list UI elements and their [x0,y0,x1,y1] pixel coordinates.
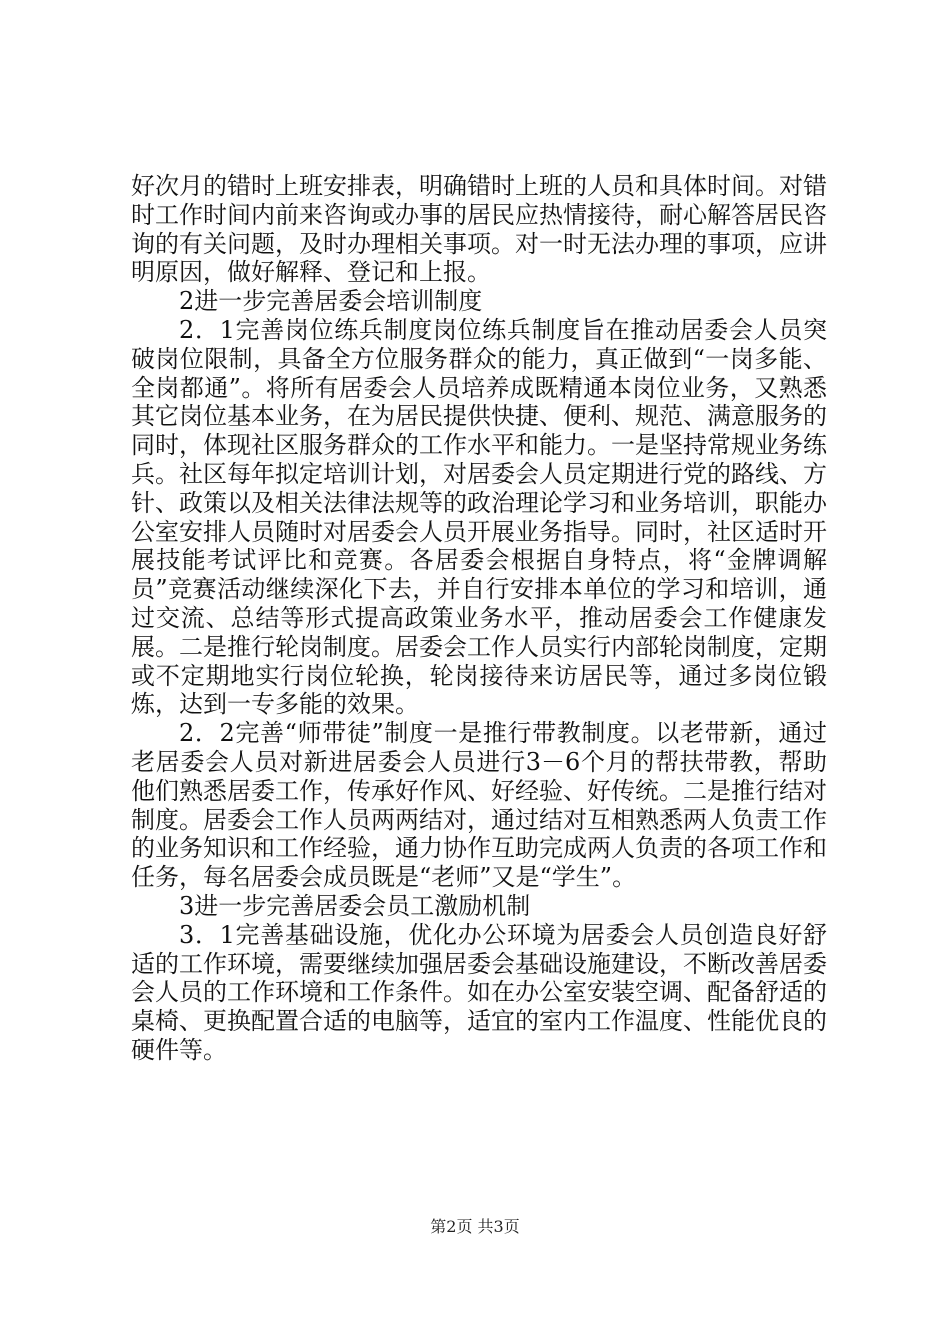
document-body [131,172,827,1065]
paragraph-job-training: 2．1完善岗位练兵制度岗位练兵制度旨在推动居委会人员突破岗位限制，具备全方位服务群众的能力，真正做到“一岗多能、全岗都通”。将所有居委会人员培养成既精通本岗位业务，又熟悉其它岗位基本业务，在为居民提供快捷、便利、规范、满意服务的同时，体现社区服务群众的工作水平和能力。一是坚持常规业务练兵。社区每年拟定培训计划，对居委会人员定期进行党的路线、方针、政策以及相关法律法规等的政治理论学习和业务培训，职能办公室安排人员随时对居委会人员开展业务指导。同时，社区适时开展技能考试评比和竞赛。各居委会根据自身特点，将“金牌调解员”竞赛活动继续深化下去，并自行安排本单位的学习和培训，通过交流、总结等形式提高政策业务水平，推动居委会工作健康发展。二是推行轮岗制度。居委会工作人员实行内部轮岗制度，定期或不定期地实行岗位轮换，轮岗接待来访居民等，通过多岗位锻炼，达到一专多能的效果。 [131,315,827,719]
section-heading-training: 2进一步完善居委会培训制度 [179,287,483,316]
paragraph-infrastructure: 3．1完善基础设施，优化办公环境为居委会人员创造良好舒适的工作环境，需要继续加强居委会基础设施建设，不断改善居委会人员的工作环境和工作条件。如在办公室安装空调、配备舒适的桌椅、更换配置合适的电脑等，适宜的室内工作温度、性能优良的硬件等。 [131,920,827,1064]
paragraph-continuation: 好次月的错时上班安排表，明确错时上班的人员和具体时间。对错时工作时间内前来咨询或办事的居民应热情接待，耐心解答居民咨询的有关问题，及时办理相关事项。对一时无法办理的事项，应讲明原因，做好解释、登记和上报。 [131,172,827,287]
page-number-footer: 第2页 共3页 [430,1217,520,1236]
section-heading-incentive: 3进一步完善居委会员工激励机制 [179,891,531,920]
paragraph-mentorship: 2．2完善“师带徒”制度一是推行带教制度。以老带新，通过老居委会人员对新进居委会人员进行3－6个月的帮扶带教，帮助他们熟悉居委工作，传承好作风、好经验、好传统。二是推行结对制度。居委会工作人员两两结对，通过结对互相熟悉两人负责工作的业务知识和工作经验，通力协作互助完成两人负责的各项工作和任务，每名居委会成员既是“老师”又是“学生”。 [131,719,827,892]
